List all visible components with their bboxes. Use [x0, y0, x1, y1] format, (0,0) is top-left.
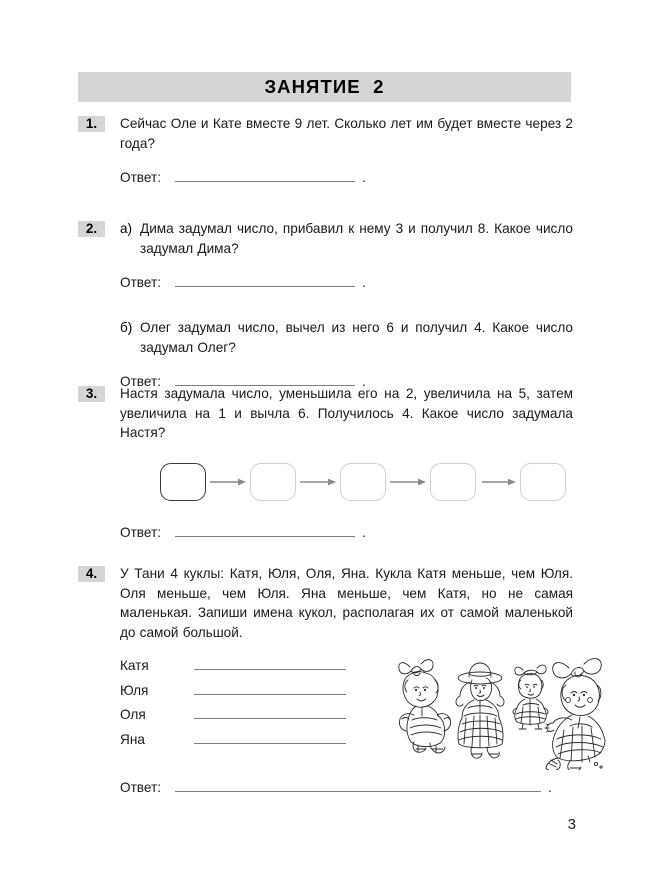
dolls-illustration — [392, 650, 620, 770]
task-1-body — [120, 114, 573, 187]
chain-arrow-icon-2 — [296, 476, 340, 488]
doll-wide-brim-hat — [456, 663, 504, 758]
page-title: ЗАНЯТИЕ 2 — [264, 76, 385, 97]
list-item — [120, 707, 390, 732]
chain-box-4[interactable] — [430, 463, 476, 501]
task-3 — [78, 384, 573, 542]
names-and-illustration — [120, 658, 573, 766]
task-3-body — [120, 384, 573, 542]
answer-blank-line[interactable] — [175, 172, 355, 182]
chain-arrow-icon-4 — [476, 476, 520, 488]
answer-label: Ответ: — [120, 524, 161, 540]
doll-name-label: Юля — [120, 682, 149, 698]
doll-name-blank-line[interactable] — [194, 709, 346, 719]
doll-name-blank-line[interactable] — [194, 734, 346, 744]
answer-period: . — [361, 275, 366, 290]
task-4 — [78, 564, 573, 797]
task-2a — [120, 219, 573, 258]
task-2b — [120, 318, 573, 357]
chain-arrow-icon-3 — [386, 476, 430, 488]
task-1-number: 1. — [78, 116, 105, 132]
task-1 — [78, 114, 573, 187]
list-item — [120, 732, 390, 757]
task-4-text: У Тани 4 куклы: Катя, Юля, Оля, Яна. Кукла Катя меньше, чем Юля. Оля меньше, чем Юля. Яна меньше, чем Катя, но не самая маленькая. Запиши имена кукол, располагая их от самой маленькой до самой большой. — [120, 566, 573, 640]
answer-label: Ответ: — [120, 780, 161, 795]
answer-period: . — [361, 374, 366, 389]
task-3-number: 3. — [78, 386, 105, 402]
list-item — [120, 658, 390, 683]
task-3-text: Настя задумала число, уменьшила его на 2, увеличила на 5, затем увеличила на 1 и вычла 6. Получилось 4. Какое число задумала Настя? — [120, 386, 573, 440]
task-2 — [78, 219, 573, 391]
task-3-answer-row — [120, 523, 573, 542]
answer-blank-line[interactable] — [175, 782, 541, 792]
task-2-body — [120, 219, 573, 391]
doll-seated-big-bow — [545, 659, 605, 770]
chain-box-3[interactable] — [340, 463, 386, 501]
task-2a-answer-row — [120, 273, 573, 292]
chain-box-2[interactable] — [250, 463, 296, 501]
answer-label: Ответ: — [120, 275, 161, 290]
task-1-answer-row — [120, 168, 573, 187]
doll-curly-hair-bow — [399, 660, 451, 753]
number-chain-diagram — [160, 463, 573, 501]
page-number: 3 — [567, 816, 576, 833]
chain-box-5[interactable] — [520, 463, 566, 501]
task-2a-marker: а) — [120, 221, 133, 236]
task-2b-marker: б) — [120, 320, 133, 335]
chain-arrow-icon-1 — [206, 476, 250, 488]
answer-blank-line[interactable] — [175, 527, 355, 537]
task-2b-text: Олег задумал число, вычел из него 6 и получил 4. Какое число задумал Олег? — [140, 320, 573, 355]
task-4-answer-row — [120, 778, 573, 797]
answer-blank-line[interactable] — [175, 277, 355, 287]
doll-name-blank-line[interactable] — [194, 660, 346, 670]
list-item — [120, 683, 390, 708]
doll-small-curly — [513, 665, 548, 729]
task-1-text: Сейчас Оле и Кате вместе 9 лет. Сколько лет им будет вместе через 2 года? — [120, 116, 573, 151]
answer-label: Ответ: — [120, 374, 161, 389]
doll-names-list — [120, 658, 390, 756]
task-4-number: 4. — [78, 566, 105, 582]
chain-box-1[interactable] — [160, 463, 206, 501]
doll-name-label: Яна — [120, 731, 145, 747]
doll-name-label: Оля — [120, 707, 146, 722]
lesson-header-bar — [78, 72, 571, 102]
answer-period: . — [361, 170, 366, 185]
answer-period: . — [361, 524, 366, 540]
task-2a-text: Дима задумал число, прибавил к нему 3 и получил 8. Какое число задумал Дима? — [140, 221, 573, 256]
doll-name-blank-line[interactable] — [194, 685, 346, 695]
task-4-body — [120, 564, 573, 797]
doll-name-label: Катя — [120, 658, 149, 673]
answer-label: Ответ: — [120, 170, 161, 185]
answer-period: . — [547, 780, 552, 795]
task-2-number: 2. — [78, 221, 105, 237]
